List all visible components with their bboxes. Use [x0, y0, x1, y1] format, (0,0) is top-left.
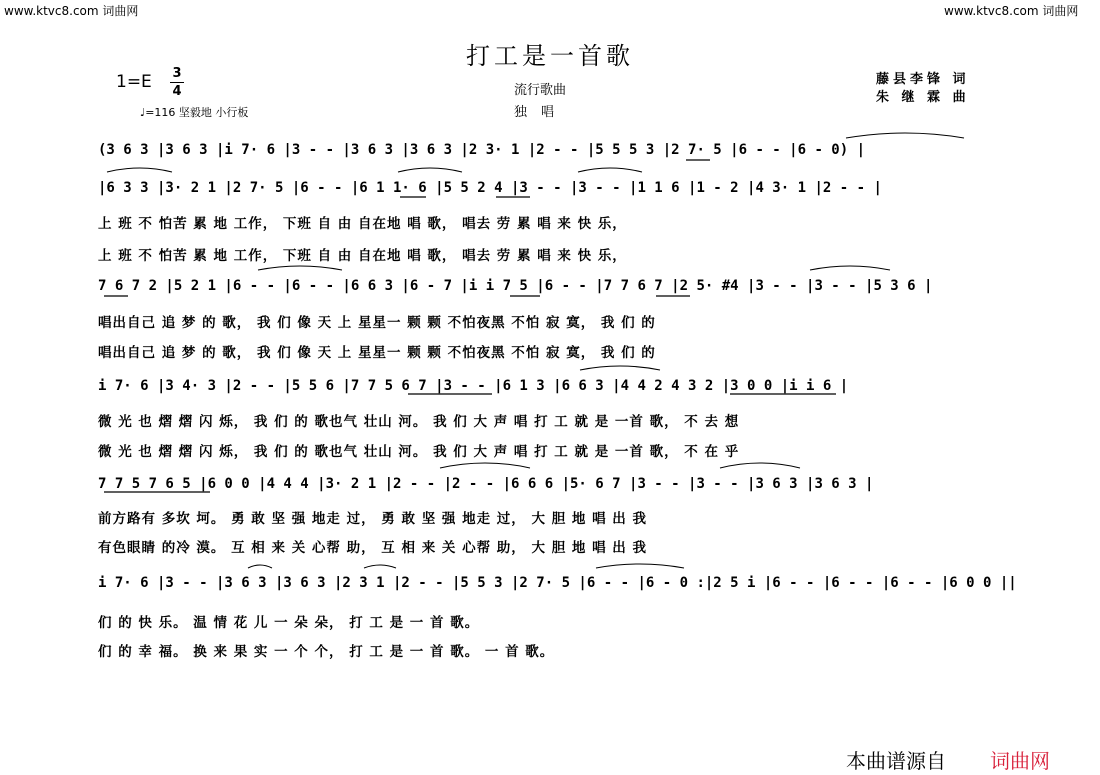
slur-1	[846, 133, 964, 138]
slur-8	[440, 463, 530, 468]
notation-line-4: i 7· 6 |3 4· 3 |2 - - |5 5 6 |7 7 5 6 7 |3 - - |6 1 3 |6 6 3 |4 4 2 4 3 2 |3 0 0 |i i 6 |	[98, 378, 849, 394]
slur-4	[578, 168, 642, 172]
lyric-line-5a: 前方路有 多坎 坷。 勇 敢 坚 强 地走 过， 勇 敢 坚 强 地走 过， 大 胆 地 唱 出 我	[98, 511, 647, 527]
slur-6	[810, 266, 890, 270]
lyric-line-4a: 微 光 也 熠 熠 闪 烁， 我 们 的 歌也气 壮山 河。 我 们 大 声 唱 打 工 就 是 一首 歌， 不 去 想	[98, 414, 740, 430]
tempo-marking: ♩=116 坚毅地 小行板	[140, 106, 249, 119]
slur-12	[248, 565, 272, 568]
notation-line-6: i 7· 6 |3 - - |3 6 3 |3 6 3 |2 3 1 |2 - - |5 5 3 |2 7· 5 |6 - - |6 - 0 :|2 5 i |6 - - |6 - - |6 - - |6 0 0 ||	[98, 575, 1017, 591]
lyric-line-6a: 们 的 快 乐。 温 情 花 儿 一 朵 朵， 打 工 是 一 首 歌。	[98, 615, 480, 631]
genre-label: 流行歌曲	[514, 83, 567, 98]
watermark-left: www.ktvc8.com 词曲网	[4, 4, 139, 18]
slur-3	[398, 168, 462, 172]
watermark-right: www.ktvc8.com 词曲网	[944, 4, 1079, 18]
notation-line-2: |6 3 3 |3· 2 1 |2 7· 5 |6 - - |6 1 1· 6 |5 5 2 4 |3 - - |3 - - |1 1 6 |1 - 2 |4 3· 1 |2 - - |	[98, 180, 882, 196]
lyric-line-6b: 们 的 幸 福。 换 来 果 实 一 个 个， 打 工 是 一 首 歌。 一 首 歌。	[98, 644, 555, 660]
key-signature: 1=E	[116, 72, 152, 92]
time-signature-top: 3	[172, 66, 182, 81]
song-title: 打工是一首歌	[466, 42, 634, 70]
time-signature-bottom: 4	[172, 84, 182, 99]
lyric-line-2b: 上 班 不 怕苦 累 地 工作， 下班 自 由 自在地 唱 歌， 唱去 劳 累 唱 来 快 乐，	[98, 248, 627, 264]
footer-site-link[interactable]: 词曲网	[990, 749, 1050, 773]
slur-11	[596, 564, 684, 568]
slur-2	[107, 168, 172, 172]
slur-7	[580, 366, 660, 370]
lyric-line-5b: 有色眼睛 的冷 漠。 互 相 来 关 心帮 助， 互 相 来 关 心帮 助， 大 胆 地 唱 出 我	[98, 540, 647, 556]
slur-10	[364, 565, 396, 568]
composer-credit: 朱 继 霖 曲	[876, 90, 970, 105]
slur-5	[258, 266, 342, 270]
notation-line-3: 7 6 7 2 |5 2 1 |6 - - |6 - - |6 6 3 |6 - 7 |i i 7 5 |6 - - |7 7 6 7 |2 5· #4 |3 - - |3 - - |5 3 6 |	[98, 278, 933, 294]
lyricist-credit: 藤县李锋 词	[876, 72, 970, 87]
lyric-line-4b: 微 光 也 熠 熠 闪 烁， 我 们 的 歌也气 壮山 河。 我 们 大 声 唱 打 工 就 是 一首 歌， 不 在 乎	[98, 444, 740, 460]
lyric-line-3a: 唱出自己 追 梦 的 歌， 我 们 像 天 上 星星一 颗 颗 不怕夜黑 不怕 寂 寞， 我 们 的	[98, 315, 656, 331]
notation-line-1: (3 6 3 |3 6 3 |i 7· 6 |3 - - |3 6 3 |3 6 3 |2 3· 1 |2 - - |5 5 5 3 |2 7· 5 |6 - - |6 - 0) |	[98, 142, 866, 158]
slur-9	[720, 463, 800, 468]
lyric-line-3b: 唱出自己 追 梦 的 歌， 我 们 像 天 上 星星一 颗 颗 不怕夜黑 不怕 寂 寞， 我 们 的	[98, 345, 656, 361]
notation-line-5: 7 7 5 7 6 5 |6 0 0 |4 4 4 |3· 2 1 |2 - - |2 - - |6 6 6 |5· 6 7 |3 - - |3 - - |3 6 3 |3 6 3 |	[98, 476, 874, 492]
performance-label: 独唱	[514, 105, 569, 120]
lyric-line-2a: 上 班 不 怕苦 累 地 工作， 下班 自 由 自在地 唱 歌， 唱去 劳 累 唱 来 快 乐，	[98, 216, 627, 232]
footer-source-label: 本曲谱源自	[846, 749, 946, 773]
